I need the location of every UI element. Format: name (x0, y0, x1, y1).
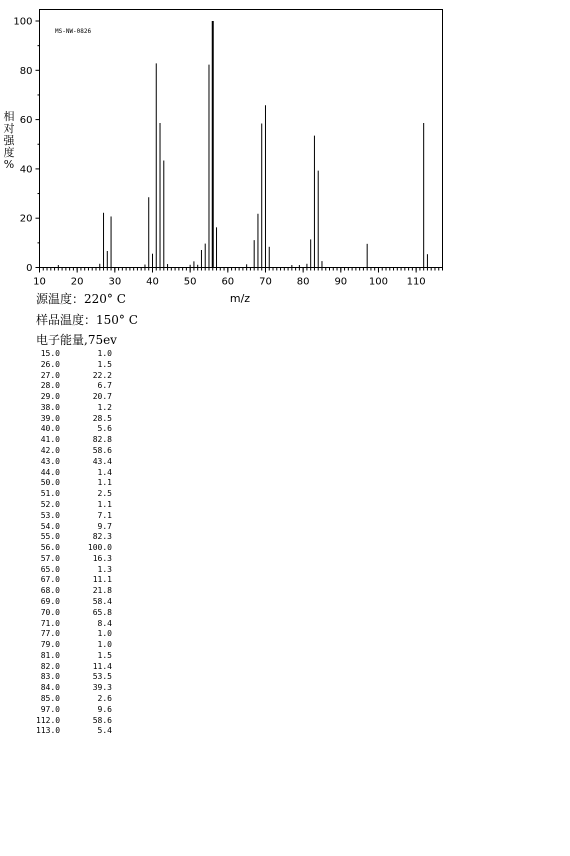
peak-row (36, 683, 112, 694)
peak-intensity: 58.6 (92, 715, 112, 725)
peak-mz: 113.0 (36, 726, 61, 736)
peak-mz: 51.0 (40, 489, 60, 499)
peak-mz: 83.0 (40, 672, 60, 682)
peak-mz: 28.0 (40, 381, 60, 391)
x-tick-label: 60 (221, 276, 235, 288)
spectrum-bars (58, 21, 427, 268)
peak-row (36, 435, 112, 446)
peak-row (36, 392, 112, 403)
y-axis (13, 17, 39, 275)
peak-intensity: 2.6 (97, 694, 112, 703)
peak-intensity: 1.5 (97, 650, 112, 660)
peak-row (36, 457, 112, 468)
peak-mz: 57.0 (40, 553, 60, 563)
peak-row (36, 586, 112, 597)
x-tick-label: 20 (70, 276, 84, 288)
peak-row (36, 705, 112, 716)
peak-intensity: 28.5 (92, 413, 112, 423)
peak-mz: 65.0 (40, 564, 60, 574)
peak-mz: 82.0 (40, 661, 60, 671)
peak-intensity: 1.0 (97, 349, 112, 358)
peak-intensity: 22.2 (92, 370, 112, 380)
peak-mz: 43.0 (40, 456, 60, 466)
peak-intensity: 58.4 (92, 596, 112, 606)
peak-mz: 79.0 (40, 640, 60, 650)
x-tick-label: 100 (368, 276, 389, 288)
peak-intensity: 7.1 (97, 510, 112, 520)
y-axis-label-char: 强 (3, 134, 15, 147)
peak-intensity: 5.4 (97, 726, 112, 736)
peak-intensity: 11.1 (92, 575, 112, 585)
peak-row (36, 575, 112, 586)
peak-intensity: 1.5 (97, 359, 112, 369)
mass-spectrum-chart (0, 0, 570, 312)
peak-intensity: 1.0 (97, 629, 112, 639)
peak-mz: 44.0 (40, 467, 60, 477)
peak-row (36, 619, 112, 630)
peak-intensity: 1.0 (97, 640, 112, 650)
electron-energy: 电子能量,75ev (36, 333, 117, 347)
x-tick-label: 50 (183, 276, 197, 288)
peak-mz: 112.0 (36, 715, 61, 725)
peak-row (36, 511, 112, 522)
peak-mz: 42.0 (40, 446, 60, 456)
peak-row (36, 468, 112, 479)
peak-row (36, 608, 112, 619)
peak-intensity: 8.4 (97, 618, 112, 628)
peak-mz: 50.0 (40, 478, 60, 488)
y-tick-label: 80 (19, 65, 33, 77)
peak-mz: 67.0 (40, 575, 60, 585)
y-tick-label: 20 (19, 213, 33, 225)
peak-row (36, 694, 112, 705)
peak-intensity: 21.8 (92, 586, 112, 596)
x-tick-label: 40 (146, 276, 159, 288)
peak-intensity: 11.4 (92, 661, 112, 671)
peak-intensity: 53.5 (92, 672, 112, 682)
peak-row (36, 489, 112, 500)
peak-intensity: 82.8 (92, 435, 112, 445)
peak-intensity: 9.7 (97, 521, 112, 531)
peak-mz: 41.0 (40, 435, 60, 445)
peak-mz: 15.0 (40, 349, 60, 358)
peak-intensity: 65.8 (92, 607, 112, 617)
peak-mz: 69.0 (40, 596, 60, 606)
peak-row (36, 349, 112, 360)
peak-mz: 70.0 (40, 607, 60, 617)
peak-mz: 55.0 (40, 532, 60, 542)
peak-row (36, 716, 112, 727)
peak-mz: 81.0 (40, 650, 60, 660)
peak-intensity: 58.6 (92, 446, 112, 456)
peak-row (36, 500, 112, 511)
peak-row (36, 565, 112, 576)
peak-row (36, 381, 112, 392)
peak-row (36, 478, 112, 489)
peak-intensity: 1.1 (97, 478, 112, 488)
peak-intensity: 43.4 (92, 456, 112, 466)
peak-mz: 40.0 (40, 424, 60, 434)
peak-mz: 38.0 (40, 402, 60, 412)
peak-intensity: 82.3 (92, 532, 112, 542)
peak-row (36, 543, 112, 554)
peak-mz: 52.0 (40, 499, 60, 509)
peak-intensity: 20.7 (92, 392, 112, 402)
y-tick-label: 100 (13, 16, 33, 28)
y-tick-label: 40 (19, 164, 33, 176)
peak-mz: 71.0 (40, 618, 60, 628)
y-tick-label: 0 (26, 263, 33, 274)
peak-row (36, 672, 112, 683)
y-axis-label-char: 相 (3, 110, 15, 123)
peak-mz: 26.0 (40, 359, 60, 369)
peak-row (36, 640, 112, 651)
peak-intensity: 16.3 (92, 553, 112, 563)
peak-row (36, 414, 112, 425)
peak-list (36, 349, 112, 737)
peak-intensity: 100.0 (87, 543, 112, 553)
peak-mz: 54.0 (40, 521, 60, 531)
peak-mz: 77.0 (40, 629, 60, 639)
peak-mz: 29.0 (40, 392, 60, 402)
y-tick-label: 60 (19, 115, 33, 127)
peak-mz: 84.0 (40, 683, 60, 693)
peak-row (36, 522, 112, 533)
y-axis-label-char: % (3, 158, 15, 171)
peak-intensity: 1.2 (97, 402, 112, 412)
peak-intensity: 1.1 (97, 499, 112, 509)
peak-mz: 27.0 (40, 370, 60, 380)
peak-row (36, 371, 112, 382)
peak-intensity: 6.7 (97, 381, 112, 391)
x-tick-label: 10 (33, 276, 46, 288)
plot-frame (40, 10, 443, 268)
peak-row (36, 597, 112, 608)
sample-temperature: 样品温度：150° C (36, 313, 138, 327)
peak-row (36, 651, 112, 662)
y-axis-label-char: 度 (3, 146, 15, 159)
peak-mz: 53.0 (40, 510, 60, 520)
peak-intensity: 5.6 (97, 424, 112, 434)
sample-id: MS-NW-0826 (55, 28, 92, 35)
peak-intensity: 1.4 (97, 467, 112, 477)
peak-mz: 56.0 (40, 543, 60, 553)
peak-row (36, 662, 112, 673)
peak-mz: 39.0 (40, 413, 60, 423)
peak-row (36, 629, 112, 640)
peak-intensity: 1.3 (97, 564, 112, 574)
peak-row (36, 726, 112, 737)
x-tick-label: 70 (259, 276, 272, 288)
peak-intensity: 39.3 (92, 683, 112, 693)
x-tick-label: 90 (334, 276, 348, 288)
x-tick-label: 30 (108, 276, 122, 288)
source-temperature: 源温度：220° C (36, 292, 126, 306)
peak-row (36, 554, 112, 565)
peak-row (36, 360, 112, 371)
peak-mz: 85.0 (40, 694, 60, 703)
x-tick-label: 80 (296, 276, 310, 288)
x-tick-label: 110 (406, 276, 426, 288)
peak-mz: 68.0 (40, 586, 60, 596)
peak-row (36, 403, 112, 414)
peak-row (36, 424, 112, 435)
x-axis-label: m/z (229, 292, 251, 305)
peak-row (36, 446, 112, 457)
y-axis-label-char: 对 (3, 122, 15, 135)
peak-row (36, 532, 112, 543)
y-axis-label (4, 109, 16, 171)
peak-intensity: 9.6 (97, 704, 112, 714)
peak-mz: 97.0 (40, 704, 60, 714)
peak-intensity: 2.5 (97, 489, 112, 499)
